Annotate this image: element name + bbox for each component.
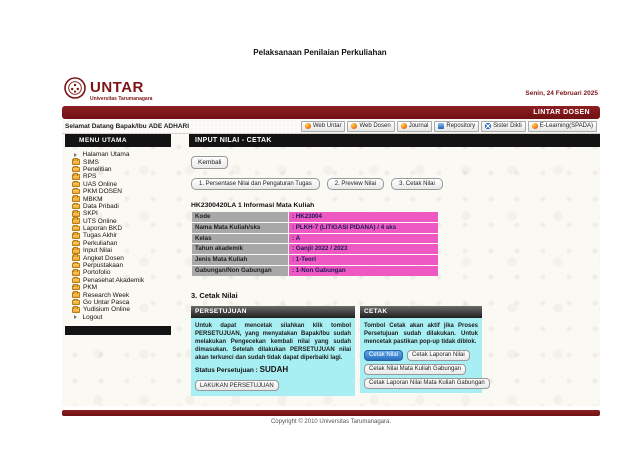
lintar-dosen-bar: [62, 106, 600, 119]
globe-icon: [305, 123, 311, 129]
sister-dikti-icon: [485, 123, 491, 129]
status-line: [195, 365, 351, 374]
colon: :: [292, 213, 295, 220]
menu-label: PKM: [83, 284, 98, 292]
link-label: E-Learning(SPADA): [539, 123, 593, 129]
folder-icon: [72, 255, 80, 261]
value-text: 1-Teori: [295, 256, 316, 263]
sidebar-footer-bar: [65, 326, 171, 335]
menu-label: RPS: [83, 173, 97, 181]
folder-icon: [72, 174, 80, 180]
globe-icon: [401, 123, 407, 129]
sidebar-header: MENU UTAMA: [65, 134, 171, 147]
row-label: Tahun akademik: [192, 244, 288, 254]
menu-label: Portofolio: [83, 269, 111, 277]
sidebar-item-perkuliahan[interactable]: [72, 240, 171, 247]
row-value: [289, 234, 438, 244]
brand-name: UNTAR: [90, 78, 144, 96]
menu-label: Laporan BKD: [83, 225, 123, 233]
menu-label: Go Untar Pasca: [83, 299, 130, 306]
link-label: Sister Dikti: [493, 123, 522, 129]
arrow-icon: [74, 153, 77, 157]
menu-label: Data Pribadi: [83, 202, 119, 210]
lintar-dosen-label: LINTAR DOSEN: [533, 109, 590, 116]
menu-label: Halaman Utama: [82, 151, 130, 159]
welcome-row: [62, 119, 600, 134]
sidebar-item-angket-dosen[interactable]: [72, 254, 171, 261]
current-date: Senin, 24 Februari 2025: [525, 90, 598, 97]
step-buttons: [191, 178, 600, 190]
sidebar-item-go-untar-pasca[interactable]: [72, 299, 171, 306]
row-label: Kode: [192, 212, 288, 222]
folder-icon: [72, 196, 80, 202]
link-label: Web Untar: [312, 123, 342, 129]
cetak-body: [360, 318, 485, 393]
link-repository[interactable]: [434, 121, 479, 132]
value-text: A: [295, 234, 301, 242]
folder-icon: [72, 285, 80, 291]
folder-icon: [72, 204, 80, 210]
row-label: Jenis Mata Kuliah: [192, 255, 288, 265]
cetak-nilai-button[interactable]: Cetak Nilai: [364, 350, 403, 361]
menu-label: Research Week: [83, 291, 130, 299]
sidebar-item-mbkm[interactable]: [72, 195, 171, 202]
status-label: Status Persetujuan :: [195, 366, 258, 374]
table-row: [192, 212, 438, 222]
menu-label: Yudisium Online: [83, 306, 130, 314]
menu-label: Logout: [82, 313, 103, 321]
untar-wordmark: [90, 80, 152, 102]
cetak-nilai-gabungan-button[interactable]: Cetak Nilai Mata Kuliah Gabungan: [364, 364, 466, 375]
folder-icon: [72, 263, 80, 269]
menu-label: Penasehat Akademik: [83, 276, 145, 284]
step-2-button[interactable]: 2. Preview Nilai: [327, 178, 384, 190]
footer-bar: [62, 410, 600, 416]
repository-icon: [438, 123, 444, 129]
sidebar-item-research-week[interactable]: [72, 291, 171, 298]
link-label: Journal: [408, 123, 429, 129]
colon: :: [292, 256, 295, 263]
course-info-table: [191, 211, 439, 277]
row-label: Gabungan/Non Gabungan: [192, 266, 288, 276]
table-row: [192, 255, 438, 265]
row-value: [289, 244, 438, 254]
persetujuan-text: Untuk dapat mencetak silahkan klik tombol PERSETUJUAN, yang menyatakan Bapak/Ibu sudah melakukan Pengecekan kembali nilai yang sudah dimasukan. Setelah dilakukan PERSETUJUAN nilai akan terkunci dan sudah tidak dapat diperbaiki lagi.: [195, 322, 351, 361]
untar-emblem-icon: [64, 77, 86, 104]
menu-label: Penelitian: [83, 165, 112, 173]
arrow-icon: [74, 315, 77, 319]
cetak-laporan-nilai-button[interactable]: Cetak Laporan Nilai: [407, 350, 470, 361]
sidebar-item-laporan-bkd[interactable]: [72, 225, 171, 232]
table-row: [192, 234, 438, 244]
link-elearning-spada[interactable]: [528, 121, 597, 132]
folder-icon: [72, 211, 80, 217]
sidebar-item-pkm[interactable]: [72, 284, 171, 291]
cetak-buttons: [364, 350, 485, 389]
menu-label: Perkuliahan: [83, 239, 118, 247]
value-text: HK23004: [295, 213, 322, 220]
colon: :: [292, 234, 295, 242]
step-1-button[interactable]: 1. Persentase Nilai dan Pengaturan Tugas: [191, 178, 320, 190]
persetujuan-body: [191, 318, 355, 396]
link-web-dosen[interactable]: [347, 121, 394, 132]
menu-label: UTS Online: [83, 217, 117, 225]
copyright-text: Copyright © 2010 Universitas Tarumanagara.: [270, 418, 392, 425]
header-row: [62, 72, 600, 106]
cetak-box: [360, 306, 485, 393]
row-label: Nama Mata Kuliah/sks: [192, 223, 288, 233]
colon: :: [292, 223, 295, 231]
link-web-untar[interactable]: [301, 121, 346, 132]
menu-label: Tugas Akhir: [83, 232, 118, 240]
link-label: Repository: [446, 123, 476, 129]
menu-label: Input Nilai: [83, 247, 112, 255]
row-label: Kelas: [192, 234, 288, 244]
menu-label: SIMS: [83, 158, 99, 166]
link-label: Web Dosen: [359, 123, 391, 129]
colon: :: [292, 266, 295, 274]
link-journal[interactable]: [397, 121, 433, 132]
sidebar-item-penasehat-akademik[interactable]: [72, 277, 171, 284]
folder-icon: [72, 292, 80, 298]
sidebar-item-rps[interactable]: [72, 173, 171, 180]
sidebar-item-tugas-akhir[interactable]: [72, 232, 171, 239]
quick-links: [301, 121, 597, 132]
sidebar: [65, 134, 171, 335]
cetak-boxes: [191, 306, 600, 396]
greeting-prefix: Selamat Datang Bapak/Ibu: [65, 122, 147, 130]
sidebar-item-logout[interactable]: [72, 314, 171, 321]
value-text: PLKH-7 (LITIGASI PIDANA) / 4 sks: [295, 223, 397, 231]
colon: :: [292, 245, 295, 253]
status-value: SUDAH: [259, 364, 289, 374]
value-text: 1-Non Gabungan: [295, 266, 346, 274]
cetak-laporan-nilai-gabungan-button[interactable]: Cetak Laporan Nilai Mata Kuliah Gabungan: [364, 378, 490, 389]
cetak-header: CETAK: [360, 306, 482, 318]
folder-icon: [72, 278, 80, 284]
folder-icon: [72, 226, 80, 232]
untar-logo: [64, 77, 152, 104]
sidebar-item-skpi[interactable]: [72, 210, 171, 217]
globe-icon: [351, 123, 357, 129]
sidebar-item-uts-online[interactable]: [72, 218, 171, 225]
table-row: [192, 266, 438, 276]
folder-icon: [72, 307, 80, 313]
sidebar-item-uas-online[interactable]: [72, 181, 171, 188]
page-title: Pelaksanaan Penilaian Perkuliahan: [253, 48, 387, 57]
sidebar-item-penelitian[interactable]: [72, 166, 171, 173]
menu-label: MBKM: [83, 195, 103, 203]
menu-label: UAS Online: [83, 180, 117, 188]
lakukan-persetujuan-button[interactable]: LAKUKAN PERSETUJUAN: [195, 380, 279, 391]
user-name: ADE ADHARI: [148, 122, 190, 130]
folder-icon: [72, 248, 80, 254]
sidebar-item-pkm-dosen[interactable]: [72, 188, 171, 195]
value-text: Ganjil 2022 / 2023: [295, 245, 348, 253]
table-row: [192, 244, 438, 254]
folder-icon: [72, 300, 80, 306]
row-value: [289, 255, 438, 265]
sidebar-item-yudisium-online[interactable]: [72, 306, 171, 313]
sidebar-item-portofolio[interactable]: [72, 269, 171, 276]
folder-icon: [72, 241, 80, 247]
cetak-nilai-section-title: 3. Cetak Nilai: [191, 290, 238, 300]
step-3-button[interactable]: 3. Cetak Nilai: [391, 178, 443, 190]
cetak-text: Tombol Cetak akan aktif jika Proses Persetujuan sudah dilakukan. Untuk mencetak pastikan pop-up tidak diblok.: [364, 322, 478, 345]
persetujuan-box: [191, 306, 355, 396]
row-value: [289, 212, 438, 222]
globe-icon: [532, 123, 538, 129]
portal-frame: [62, 72, 600, 425]
sidebar-item-sims[interactable]: [72, 158, 171, 165]
welcome-message: [65, 123, 189, 130]
folder-icon: [72, 167, 80, 173]
content-panel: [189, 134, 600, 406]
folder-icon: [72, 159, 80, 165]
main-row: [62, 134, 600, 406]
content-header: INPUT NILAI - CETAK: [189, 134, 600, 147]
sidebar-item-perpustakaan[interactable]: [72, 262, 171, 269]
sidebar-item-halaman-utama[interactable]: [72, 151, 171, 158]
folder-icon: [72, 270, 80, 276]
row-value: [289, 223, 438, 233]
folder-icon: [72, 189, 80, 195]
course-info-title: HK2300420LA 1 Informasi Mata Kuliah: [191, 202, 315, 209]
menu-label: Angket Dosen: [83, 254, 124, 262]
link-sister-dikti[interactable]: [481, 121, 526, 132]
folder-icon: [72, 218, 80, 224]
row-value: [289, 266, 438, 276]
back-button[interactable]: Kembali: [191, 156, 228, 169]
brand-subtitle: Universitas Tarumanagara: [90, 95, 153, 102]
sidebar-item-input-nilai[interactable]: [72, 247, 171, 254]
menu-label: PKM DOSEN: [83, 188, 123, 196]
persetujuan-header: PERSETUJUAN: [191, 306, 355, 318]
menu-label: Perpustakaan: [83, 262, 124, 270]
menu-label: SKPI: [83, 210, 98, 218]
sidebar-menu: [65, 147, 171, 323]
folder-icon: [72, 182, 80, 188]
table-row: [192, 223, 438, 233]
sidebar-item-data-pribadi[interactable]: [72, 203, 171, 210]
folder-icon: [72, 233, 80, 239]
